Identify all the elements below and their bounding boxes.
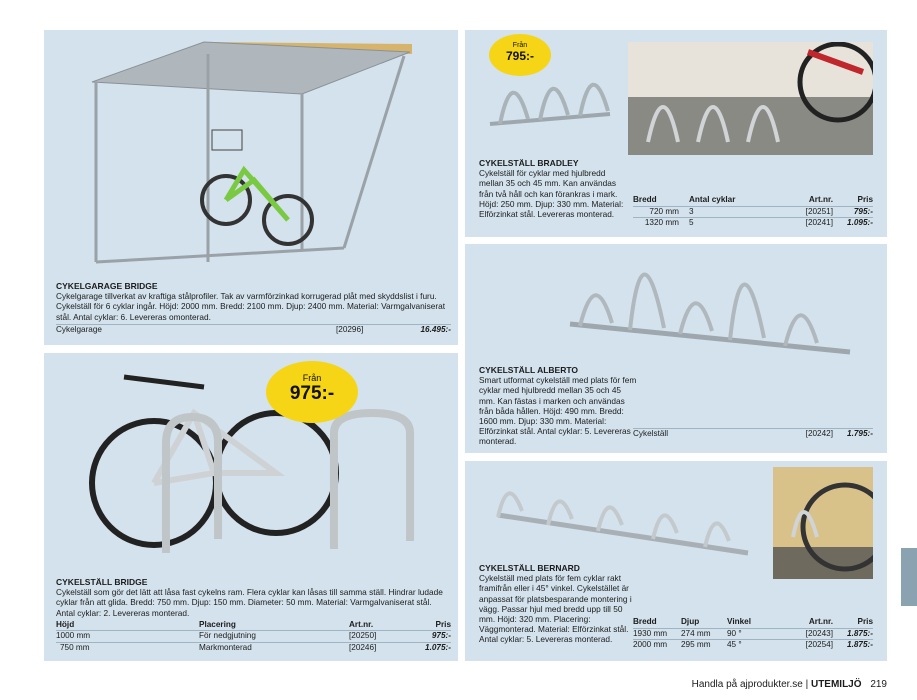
- table-row: 750 mm Markmonterad [20246] 1.075:-: [56, 642, 451, 654]
- bike-garage-illustration: [44, 30, 458, 280]
- alberto-description: Smart utformat cykelställ med plats för fem cyklar med hjulbredd mellan 35 och 45 mm. Kan fästas i marken och användas från båda hållen. Höjd: 490 mm. Bredd: 1600 mm. Djup: 330 mm. Material: Elförzinkat stål. Antal cyklar: 5. Levereras monterad.: [479, 375, 637, 447]
- table-row: 1930 mm 274 mm 90 ° [20243] 1.875:-: [633, 628, 873, 638]
- bernard-panel: [465, 461, 887, 661]
- table-header: Bredd Djup Vinkel Art.nr. Pris: [633, 617, 873, 626]
- section-tab: [901, 548, 917, 606]
- bernard-title: CYKELSTÄLL BERNARD: [479, 563, 580, 573]
- bradley-title: CYKELSTÄLL BRADLEY: [479, 158, 579, 168]
- bridge-panel: [44, 353, 458, 661]
- page-number: 219: [870, 679, 887, 690]
- section-name: UTEMILJÖ: [810, 679, 862, 690]
- bradley-panel: [465, 30, 887, 237]
- bernard-description: Cykelställ med plats för fem cyklar rakt framifrån eller i 45° vinkel. Cykelstället är anpassat för platsbesparande montering i vägg. Passar hjul med bredd upp till 50 mm. Höjd: 320 mm. Placering: Väggmonterad. Material: Elförzinkat stål. Antal cyklar: 5. Levereras monterad.: [479, 573, 632, 645]
- table-row: 1000 mm För nedgjutning [20250] 975:-: [56, 631, 451, 641]
- bridge-title: CYKELSTÄLL BRIDGE: [56, 577, 148, 587]
- bradley-price-badge: Från 795:-: [489, 34, 551, 76]
- garage-title: CYKELGARAGE BRIDGE: [56, 281, 158, 291]
- page-footer: Handla på ajprodukter.se | UTEMILJÖ 219: [691, 679, 887, 690]
- table-header: Höjd Placering Art.nr. Pris: [56, 619, 451, 629]
- table-row: Cykelställ [20242] 1.795:-: [633, 429, 873, 438]
- bridge-bike-illustration: [44, 353, 458, 573]
- alberto-rack-illustration: [565, 254, 855, 364]
- bridge-price-badge: Från 975:-: [266, 361, 358, 423]
- alberto-title: CYKELSTÄLL ALBERTO: [479, 365, 579, 375]
- bernard-rack-illustration: [493, 475, 753, 563]
- bradley-photo: [628, 42, 873, 155]
- alberto-table: [633, 428, 873, 440]
- bridge-description: Cykelställ som gör det lätt att låsa fast cykelns ram. Flera cyklar kan låsas till samma ställ. Hindrar ludade cyklar från att glida. Bredd: 750 mm. Djup: 150 mm. Diameter: 50 mm. Material: Varmgalvaniserat stål. Antal cyklar: 2. Levereras monterad.: [56, 587, 443, 618]
- table-header: Bredd Antal cyklar Art.nr. Pris: [633, 195, 873, 204]
- garage-panel: [44, 30, 458, 345]
- bradley-rack-illustration: [485, 64, 615, 134]
- table-row: 2000 mm 295 mm 45 ° [20254] 1.875:-: [633, 640, 873, 649]
- bernard-table: [633, 617, 873, 651]
- table-row: 720 mm 3 [20251] 795:-: [633, 206, 873, 218]
- alberto-panel: [465, 244, 887, 453]
- table-row: 1320 mm 5 [20241] 1.095:-: [633, 217, 873, 229]
- table-row: Cykelgarage [20296] 16.495:-: [56, 324, 451, 334]
- garage-description: Cykelgarage tillverkat av kraftiga stålprofiler. Tak av varmförzinkad korrugerad plåt med skyddslist i furu. Cykelställ för 6 cyklar ingår. Höjd: 2000 mm. Bredd: 2100 mm. Djup: 2400 mm. Material: Varmgalvaniserat stål. Antal cyklar: 6. Levereras omonterad.: [56, 291, 446, 322]
- bradley-table: [633, 195, 873, 229]
- bernard-photo: [773, 467, 873, 579]
- bradley-description: Cykelställ för cyklar med hjulbredd mellan 35 och 45 mm. Kan användas från två håll och kan förankras i mark. Höjd: 250 mm. Djup: 330 mm. Material: Elförzinkat stål. Levereras monterad.: [479, 168, 624, 220]
